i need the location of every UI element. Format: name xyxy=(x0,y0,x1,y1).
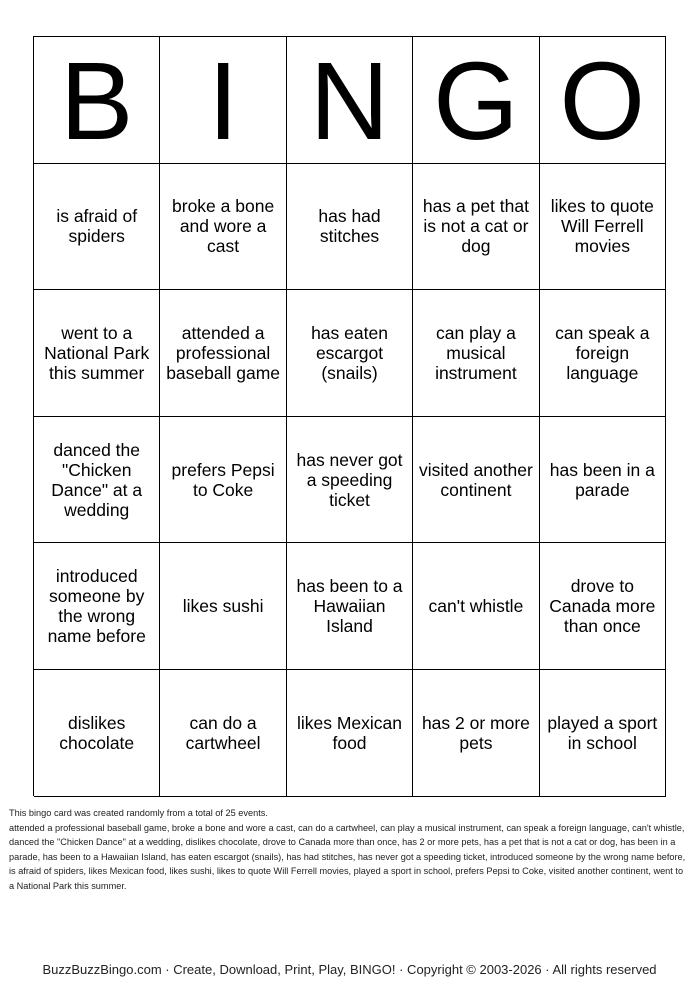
header-letter-text: O xyxy=(559,39,646,163)
info-intro: This bingo card was created randomly from a total of 25 events. xyxy=(9,808,268,818)
header-letter-n xyxy=(287,37,413,164)
bingo-cell: can't whistle xyxy=(413,543,539,670)
bingo-cell: dislikes chocolate xyxy=(34,670,160,797)
header-letter-b xyxy=(34,37,160,164)
bingo-card xyxy=(33,36,666,796)
bingo-cell: can play a musical instrument xyxy=(413,290,539,417)
bingo-cell: has never got a speeding ticket xyxy=(287,417,413,544)
bingo-cell: has been in a parade xyxy=(540,417,666,544)
bingo-row-3 xyxy=(34,417,666,544)
bingo-cell: likes sushi xyxy=(160,543,286,670)
bingo-cell: visited another continent xyxy=(413,417,539,544)
header-letter-i xyxy=(160,37,286,164)
bingo-row-5 xyxy=(34,670,666,797)
header-letter-g xyxy=(413,37,539,164)
card-info xyxy=(9,806,689,893)
bingo-cell: attended a professional baseball game xyxy=(160,290,286,417)
bingo-cell: went to a National Park this summer xyxy=(34,290,160,417)
bingo-cell: prefers Pepsi to Coke xyxy=(160,417,286,544)
header-letter-text: B xyxy=(60,39,134,163)
header-row xyxy=(34,37,666,164)
info-events-list: attended a professional baseball game, broke a bone and wore a cast, can do a cartwheel, can play a musical instrument, can speak a foreign language, can't whistle, danced the "Chicken Dance" at a wedding, dislikes chocolate, drove to Canada more than once, has 2 or more pets, has a pet that is not a cat or dog, has been in a parade, has been to a Hawaiian Island, has eaten escargot (snails), has had stitches, has never got a speeding ticket, introduced someone by the wrong name before, is afraid of spiders, likes Mexican food, likes sushi, likes to quote Will Ferrell movies, played a sport in school, prefers Pepsi to Coke, visited another continent, went to a National Park this summer. xyxy=(9,822,686,891)
header-letter-text: I xyxy=(207,39,239,163)
bingo-cell: played a sport in school xyxy=(540,670,666,797)
bingo-row-2 xyxy=(34,290,666,417)
bingo-cell: has been to a Hawaiian Island xyxy=(287,543,413,670)
bingo-cell: has 2 or more pets xyxy=(413,670,539,797)
bingo-cell: likes Mexican food xyxy=(287,670,413,797)
bingo-cell: broke a bone and wore a cast xyxy=(160,164,286,291)
bingo-cell: is afraid of spiders xyxy=(34,164,160,291)
bingo-cell: can speak a foreign language xyxy=(540,290,666,417)
header-letter-text: G xyxy=(433,39,519,163)
bingo-row-4 xyxy=(34,543,666,670)
bingo-cell: drove to Canada more than once xyxy=(540,543,666,670)
bingo-row-1 xyxy=(34,164,666,291)
bingo-cell: has a pet that is not a cat or dog xyxy=(413,164,539,291)
header-letter-o xyxy=(540,37,666,164)
bingo-cell: likes to quote Will Ferrell movies xyxy=(540,164,666,291)
bingo-cell: danced the "Chicken Dance" at a wedding xyxy=(34,417,160,544)
site-footer: BuzzBuzzBingo.com · Create, Download, Print, Play, BINGO! · Copyright © 2003-2026 · All rights reserved xyxy=(42,962,657,977)
header-letter-text: N xyxy=(309,39,390,163)
bingo-cell: has eaten escargot (snails) xyxy=(287,290,413,417)
bingo-cell: has had stitches xyxy=(287,164,413,291)
bingo-cell: can do a cartwheel xyxy=(160,670,286,797)
bingo-cell: introduced someone by the wrong name before xyxy=(34,543,160,670)
